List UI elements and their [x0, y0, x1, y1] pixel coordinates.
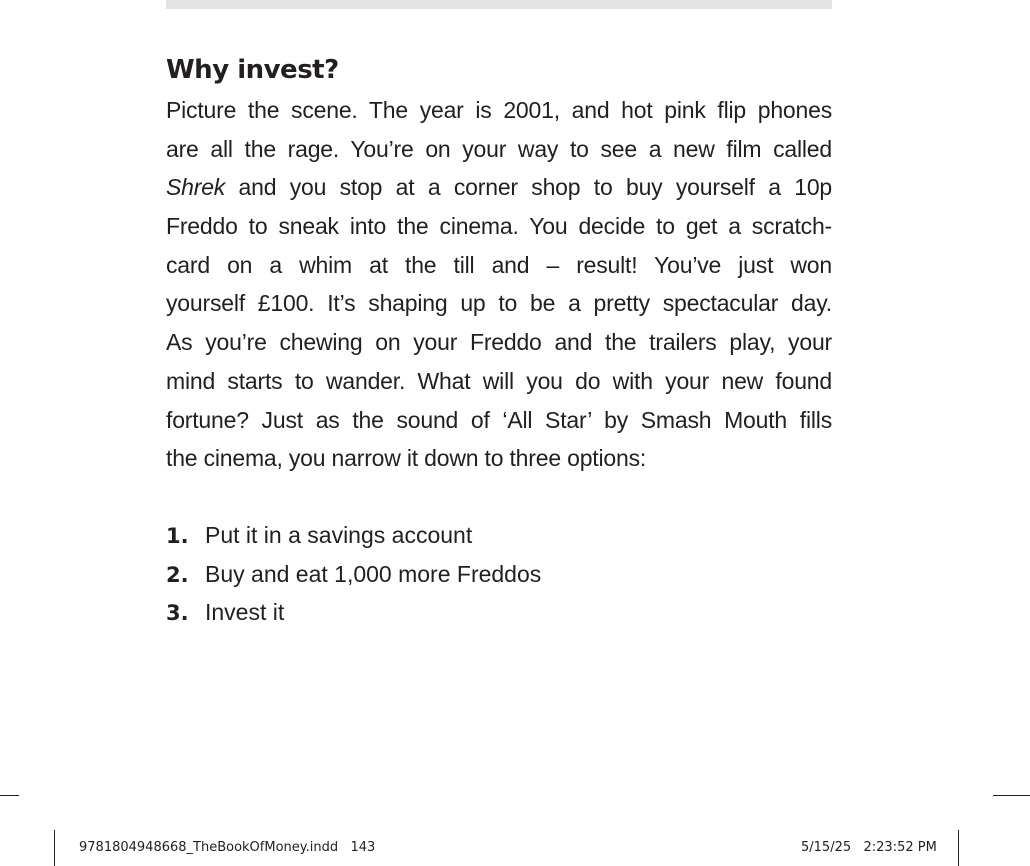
crop-mark	[958, 830, 959, 866]
paragraph-line: Freddo to sneak into the cinema. You decide to get a scratch-	[166, 213, 832, 240]
list-item	[166, 555, 541, 594]
paragraph-line: yourself £100. It’s shaping up to be a pretty spectacular day.	[166, 290, 832, 317]
list-item-text: Put it in a savings account	[205, 522, 473, 548]
paragraph-line: mind starts to wander. What will you do with your new found	[166, 367, 832, 394]
paragraph-line: the cinema, you narrow it down to three options:	[166, 445, 647, 472]
paragraph-line: are all the rage. You’re on your way to see a new film called	[166, 135, 832, 162]
paragraph-line: Picture the scene. The year is 2001, and hot pink flip phones	[166, 97, 832, 123]
list-number: 1.	[166, 524, 189, 548]
list-item-text: Invest it	[205, 599, 285, 625]
paragraph-line	[166, 168, 832, 207]
slug-timestamp: 5/15/25 2:23:52 PM	[801, 840, 937, 855]
paragraph-line: fortune? Just as the sound of ‘All Star’ by Smash Mouth fills	[166, 406, 832, 433]
top-rule-bar	[166, 0, 832, 9]
list-number: 3.	[166, 601, 189, 625]
list-item	[166, 593, 541, 632]
crop-mark	[0, 795, 19, 796]
slug-file-info: 9781804948668_TheBookOfMoney.indd 143	[79, 840, 376, 855]
crop-mark	[54, 830, 55, 866]
body-paragraph	[166, 91, 832, 478]
film-title: Shrek	[166, 174, 226, 201]
paragraph-line: card on a whim at the till and – result! You’ve just won	[166, 251, 832, 278]
list-item	[166, 516, 541, 555]
section-heading: Why invest?	[166, 55, 339, 85]
crop-mark	[993, 795, 1030, 796]
list-item-text: Buy and eat 1,000 more Freddos	[205, 560, 542, 587]
paragraph-line: As you’re chewing on your Freddo and the trailers play, your	[166, 329, 832, 356]
options-list	[166, 516, 541, 632]
paragraph-line-rest: and you stop at a corner shop to buy yourself a 10p	[225, 174, 832, 201]
list-number: 2.	[166, 562, 189, 587]
